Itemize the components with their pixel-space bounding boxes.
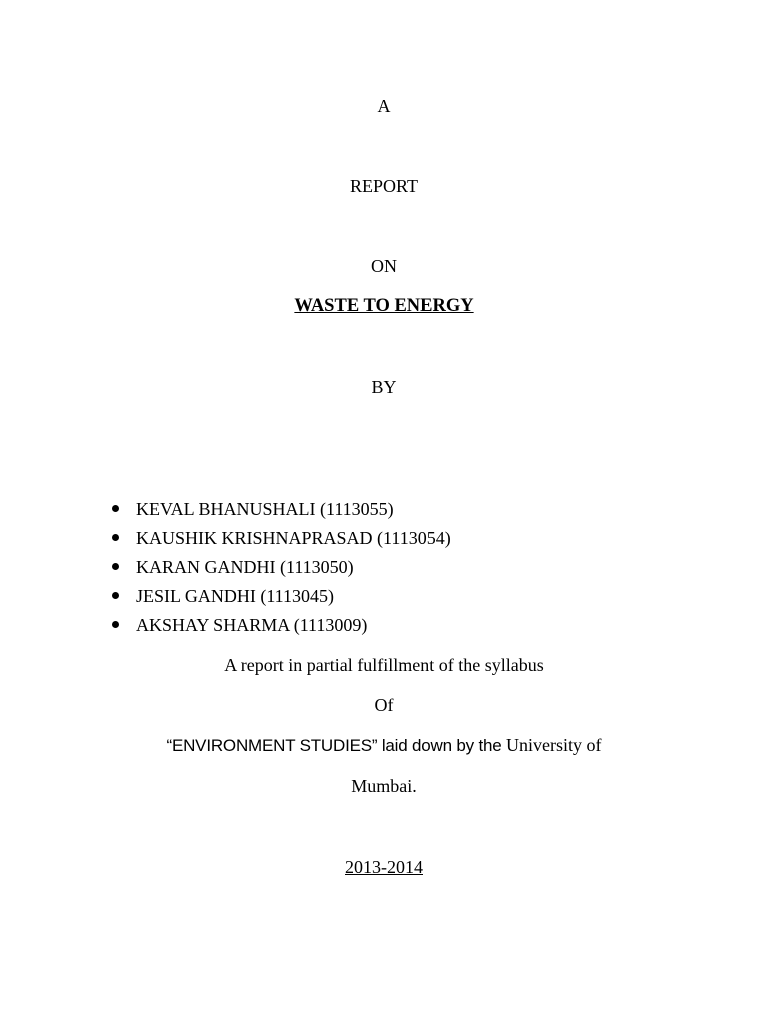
author-item <box>112 555 712 584</box>
author-item <box>112 526 712 555</box>
cover-line-on: ON <box>371 256 397 276</box>
fulfillment-line-4: Mumbai. <box>351 776 417 796</box>
author-name: KAUSHIK KRISHNAPRASAD (1113054) <box>136 528 451 548</box>
fulfillment-line-2: Of <box>374 695 394 715</box>
bullet-icon <box>112 621 119 628</box>
bullet-icon <box>112 563 119 570</box>
report-title: WASTE TO ENERGY <box>294 296 474 316</box>
fulfillment-line-3 <box>0 734 768 757</box>
bullet-icon <box>112 534 119 541</box>
university-text: University of <box>501 735 602 755</box>
author-name: KARAN GANDHI (1113050) <box>136 557 354 577</box>
author-item <box>112 584 712 613</box>
bullet-icon <box>112 505 119 512</box>
academic-year: 2013-2014 <box>345 857 423 877</box>
author-name: AKSHAY SHARMA (1113009) <box>136 615 368 635</box>
author-item <box>112 497 712 526</box>
cover-line-report: REPORT <box>350 176 418 196</box>
author-list <box>112 497 712 642</box>
author-name: KEVAL BHANUSHALI (1113055) <box>136 499 394 519</box>
cover-line-by: BY <box>371 377 397 397</box>
bullet-icon <box>112 592 119 599</box>
author-name: JESIL GANDHI (1113045) <box>136 586 334 606</box>
course-name-text: “ENVIRONMENT STUDIES” laid down by the <box>166 736 502 755</box>
fulfillment-line-1: A report in partial fulfillment of the syllabus <box>224 655 544 675</box>
author-item <box>112 613 712 642</box>
cover-line-a: A <box>377 96 391 116</box>
